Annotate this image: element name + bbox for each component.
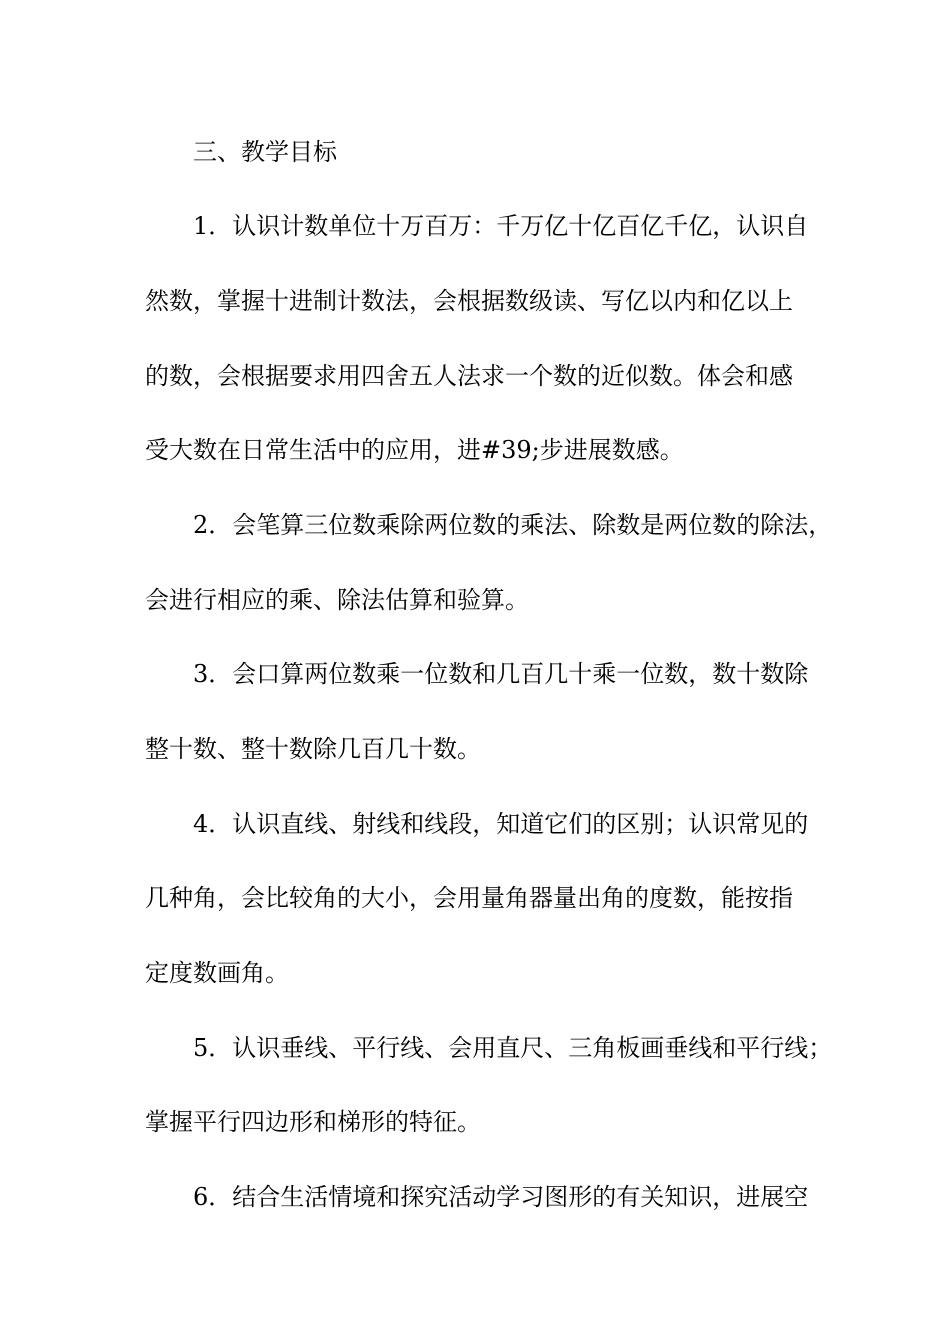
paragraph-line: 的数，会根据要求用四舍五人法求一个数的近似数。体会和感 <box>145 362 793 390</box>
paragraph-line: 受大数在日常生活中的应用，进#39;步进展数感。 <box>145 436 684 464</box>
paragraph-line: 会进行相应的乘、除法估算和验算。 <box>145 586 529 614</box>
paragraph-line: 整十数、整十数除几百几十数。 <box>145 735 481 763</box>
paragraph-line: 3．会口算两位数乘一位数和几百几十乘一位数，数十数除 <box>193 660 809 688</box>
paragraph-line: 然数，掌握十进制计数法，会根据数级读、写亿以内和亿以上 <box>145 287 793 315</box>
paragraph-line: 5．认识垂线、平行线、会用直尺、三角板画垂线和平行线； <box>193 1034 833 1062</box>
paragraph-line: 1．认识计数单位十万百万：千万亿十亿百亿千亿，认识自 <box>193 212 809 240</box>
paragraph-line: 掌握平行四边形和梯形的特征。 <box>145 1108 481 1136</box>
paragraph-line: 6．结合生活情境和探究活动学习图形的有关知识，进展空 <box>193 1183 809 1211</box>
paragraph-line: 定度数画角。 <box>145 959 289 987</box>
paragraph-line: 2．会笔算三位数乘除两位数的乘法、除数是两位数的除法， <box>193 511 833 539</box>
section-heading: 三、教学目标 <box>193 138 337 166</box>
paragraph-line: 4．认识直线、射线和线段，知道它们的区别；认识常见的 <box>193 810 809 838</box>
paragraph-line: 几种角，会比较角的大小，会用量角器量出角的度数，能按指 <box>145 884 793 912</box>
